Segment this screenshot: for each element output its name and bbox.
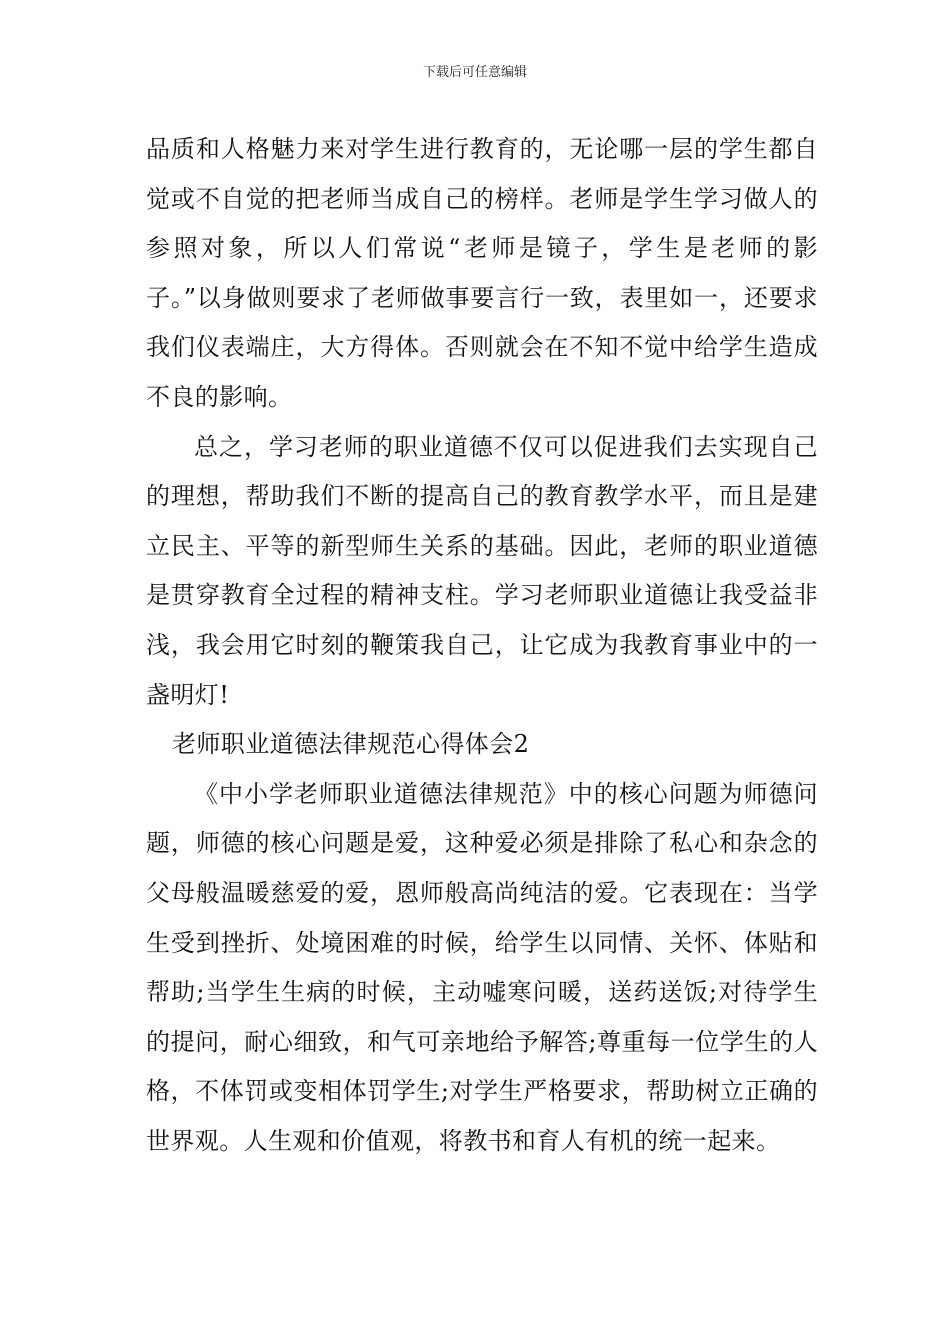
paragraph-section-2: 《中小学老师职业道德法律规范》中的核心问题为师德问题，师德的核心问题是爱，这种爱必须是排除了私心和杂念的父母般温暖慈爱的爱，恩师般高尚纯洁的爱。它表现在：当学生受到挫折、处境困难的时候，给学生以同情、关怀、体贴和帮助;当学生生病的时候，主动嘘寒问暖，送药送饭;对待学生的提问，耐心细致，和气可亲地给予解答;尊重每一位学生的人格，不体罚或变相体罚学生;对学生严格要求，帮助树立正确的世界观。人生观和价值观，将教书和育人有机的统一起来。	[146, 779, 818, 1155]
document-body	[146, 125, 818, 1166]
paragraph-continued: 品质和人格魅力来对学生进行教育的，无论哪一层的学生都自觉或不自觉的把老师当成自己的榜样。老师是学生学习做人的参照对象，所以人们常说“老师是镜子，学生是老师的影子。”以身做则要求了老师做事要言行一致，表里如一，还要求我们仪表端庄，大方得体。否则就会在不知不觉中给学生造成不良的影响。	[146, 135, 818, 411]
page-header-note: 下载后可任意编辑	[422, 65, 527, 80]
paragraph-conclusion: 总之，学习老师的职业道德不仅可以促进我们去实现自己的理想，帮助我们不断的提高自己的教育教学水平，而且是建立民主、平等的新型师生关系的基础。因此，老师的职业道德是贯穿教育全过程的精神支柱。学习老师职业道德让我受益非浅，我会用它时刻的鞭策我自己，让它成为我教育事业中的一盏明灯!	[146, 432, 818, 709]
section-title: 老师职业道德法律规范心得体会2	[172, 730, 530, 759]
